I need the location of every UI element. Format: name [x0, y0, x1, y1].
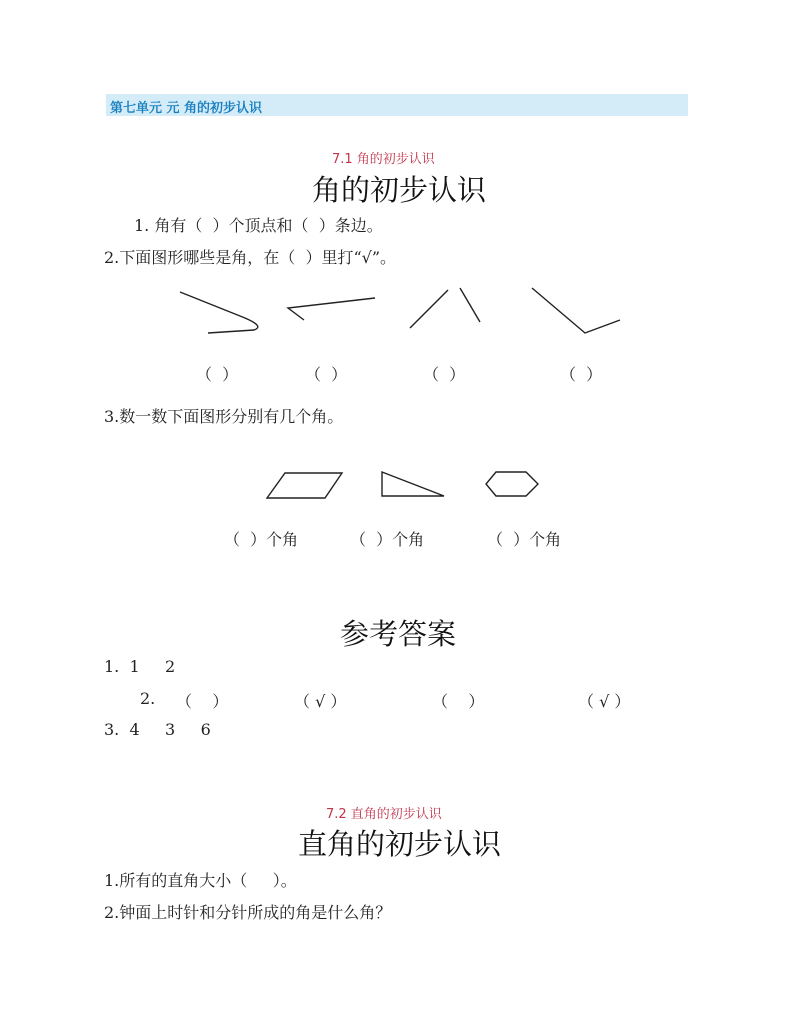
- q2-blank-4: （ ）: [560, 365, 603, 384]
- hexagon-shape: [486, 472, 538, 496]
- answer-2-mark-3: （ ）: [432, 692, 485, 711]
- q3-blank-3: （ ）个角: [487, 530, 562, 549]
- unit-banner-title: 第七单元 元 角的初步认识: [110, 101, 263, 116]
- angle-shape-2: [288, 298, 375, 320]
- section2-question-1: 1.所有的直角大小（ ）。: [104, 871, 297, 890]
- answer-2-label: 2.: [140, 689, 156, 708]
- open-line-right: [460, 288, 480, 322]
- q2-blank-3: （ ）: [423, 365, 466, 384]
- section1-title: 角的初步认识: [312, 173, 487, 207]
- curved-angle-shape: [180, 292, 258, 333]
- triangle-shape: [382, 472, 444, 496]
- section1-subtitle: 7.1 角的初步认识: [332, 152, 435, 167]
- question-2: 2.下面图形哪些是角，在（ ）里打“√”。: [104, 248, 396, 267]
- answer-1: 1. 1 2: [104, 657, 176, 676]
- angle-shape-4: [532, 288, 620, 333]
- question-1: 1. 角有（ ）个顶点和（ ）条边。: [134, 216, 383, 235]
- q2-blank-2: （ ）: [305, 365, 348, 384]
- question-3: 3.数一数下面图形分别有几个角。: [104, 407, 344, 426]
- section2-question-2: 2.钟面上时针和分针所成的角是什么角？: [104, 903, 392, 922]
- q3-blank-1: （ ）个角: [224, 530, 299, 549]
- answer-2-mark-1: （ ）: [176, 692, 229, 711]
- open-line-left: [410, 290, 448, 328]
- answers-title: 参考答案: [340, 617, 457, 651]
- answer-2-mark-4: （ √ ）: [578, 692, 631, 711]
- answer-3: 3. 4 3 6: [104, 720, 211, 739]
- answer-2-mark-2: （ √ ）: [294, 692, 347, 711]
- parallelogram-shape: [267, 473, 342, 498]
- section2-subtitle: 7.2 直角的初步认识: [326, 807, 442, 822]
- section2-title: 直角的初步认识: [298, 827, 502, 861]
- q2-blank-1: （ ）: [196, 365, 239, 384]
- q3-blank-2: （ ）个角: [350, 530, 425, 549]
